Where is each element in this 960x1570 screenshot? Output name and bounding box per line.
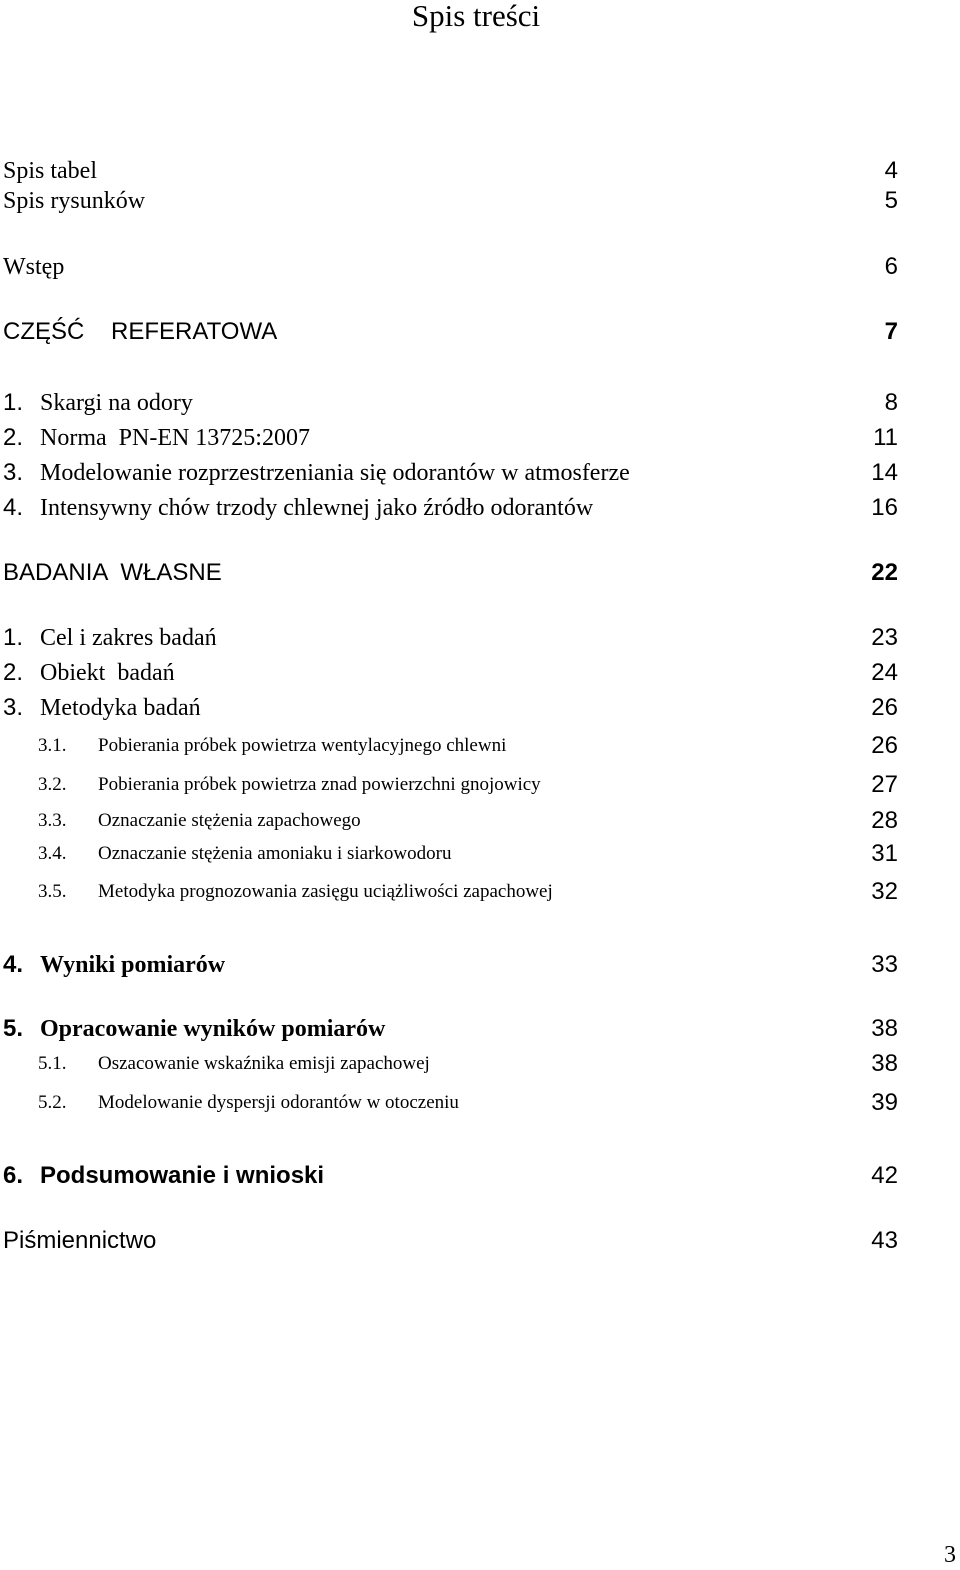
toc-page: 38	[871, 1050, 898, 1077]
toc-subentry[interactable]	[0, 1085, 960, 1121]
toc-label: Obiekt badań	[40, 660, 175, 686]
toc-label: Opracowanie wyników pomiarów	[40, 1016, 386, 1042]
toc-entry-analysis[interactable]	[0, 1011, 960, 1047]
toc-subentry[interactable]	[0, 1046, 960, 1082]
toc-entry-results[interactable]	[0, 947, 960, 983]
toc-number: 4.	[3, 494, 24, 521]
toc-page: 27	[871, 771, 898, 798]
toc-label: CZĘŚĆ REFERATOWA	[3, 318, 278, 345]
toc-label: Spis rysunków	[3, 188, 146, 214]
toc-label: Intensywny chów trzody chlewnej jako źródło odorantów	[40, 495, 594, 521]
toc-part-heading[interactable]	[0, 555, 960, 591]
toc-number: 5.1.	[38, 1053, 67, 1074]
toc-page: 23	[871, 624, 898, 651]
toc-page: 8	[884, 389, 898, 416]
toc-page: 26	[871, 732, 898, 759]
toc-label: Metodyka prognozowania zasięgu uciążliwości zapachowej	[98, 881, 553, 902]
toc-page: 32	[871, 878, 898, 905]
toc-entry[interactable]	[0, 420, 960, 456]
toc-label: Podsumowanie i wnioski	[40, 1162, 325, 1189]
toc-number: 6.	[3, 1162, 24, 1189]
toc-entry[interactable]	[0, 620, 960, 656]
toc-label: Oszacowanie wskaźnika emisji zapachowej	[98, 1053, 430, 1074]
toc-number: 3.3.	[38, 810, 67, 831]
toc-label: Modelowanie rozprzestrzeniania się odorantów w atmosferze	[40, 460, 630, 486]
toc-number: 4.	[3, 951, 24, 978]
toc-label: Spis tabel	[3, 158, 97, 184]
toc-entry[interactable]	[0, 455, 960, 491]
toc-page: 16	[871, 494, 898, 521]
toc-page: 5	[884, 187, 898, 214]
toc-entry-intro[interactable]	[0, 249, 960, 285]
toc-page: 26	[871, 694, 898, 721]
toc-label: Wstęp	[3, 254, 65, 280]
page-title: Spis treści	[411, 0, 541, 33]
toc-entry[interactable]	[0, 655, 960, 691]
toc-page: 4	[884, 157, 898, 184]
toc-number: 2.	[3, 659, 24, 686]
toc-entry[interactable]	[0, 385, 960, 421]
toc-page: 33	[871, 951, 898, 978]
toc-entry[interactable]	[0, 490, 960, 526]
toc-number: 3.	[3, 694, 24, 721]
toc-subentry[interactable]	[0, 836, 960, 872]
toc-entry-bibliography[interactable]	[0, 1223, 960, 1259]
toc-number: 3.4.	[38, 843, 67, 864]
toc-number: 3.1.	[38, 735, 67, 756]
toc-subentry[interactable]	[0, 728, 960, 764]
toc-label: Oznaczanie stężenia amoniaku i siarkowodoru	[98, 843, 452, 864]
toc-page: 28	[871, 807, 898, 834]
toc-page: 14	[871, 459, 898, 486]
toc-label: Pobierania próbek powietrza wentylacyjnego chlewni	[98, 735, 507, 756]
toc-label: Oznaczanie stężenia zapachowego	[98, 810, 361, 831]
toc-number: 3.	[3, 459, 24, 486]
toc-subentry[interactable]	[0, 803, 960, 839]
toc-number: 2.	[3, 424, 24, 451]
toc-label: BADANIA WŁASNE	[3, 559, 222, 586]
toc-number: 3.5.	[38, 881, 67, 902]
toc-page: 39	[871, 1089, 898, 1116]
toc-label: Skargi na odory	[40, 390, 193, 416]
toc-label: Piśmiennictwo	[3, 1227, 157, 1254]
toc-page: 7	[884, 318, 898, 345]
toc-subentry[interactable]	[0, 767, 960, 803]
toc-label: Metodyka badań	[40, 695, 201, 721]
toc-page: 43	[871, 1227, 898, 1254]
toc-page: 38	[871, 1015, 898, 1042]
toc-number: 1.	[3, 624, 24, 651]
toc-page: 6	[884, 253, 898, 280]
toc-label: Pobierania próbek powietrza znad powierzchni gnojowicy	[98, 774, 541, 795]
toc-page: 42	[871, 1162, 898, 1189]
toc-number: 5.2.	[38, 1092, 67, 1113]
toc-subentry[interactable]	[0, 874, 960, 910]
toc-number: 3.2.	[38, 774, 67, 795]
toc-page: 22	[871, 559, 898, 586]
toc-part-heading[interactable]	[0, 314, 960, 350]
page-number: 3	[944, 1542, 956, 1568]
toc-label: Norma PN-EN 13725:2007	[40, 425, 310, 451]
toc-entry-summary[interactable]	[0, 1158, 960, 1194]
toc-label: Wyniki pomiarów	[40, 952, 226, 978]
toc-entry-figures[interactable]	[0, 183, 960, 219]
toc-entry[interactable]	[0, 690, 960, 726]
toc-number: 1.	[3, 389, 24, 416]
toc-page: 31	[871, 840, 898, 867]
toc-number: 5.	[3, 1015, 24, 1042]
toc-page: 11	[873, 424, 898, 451]
toc-label: Modelowanie dyspersji odorantów w otoczeniu	[98, 1092, 459, 1113]
toc-label: Cel i zakres badań	[40, 625, 217, 651]
toc-page: 24	[871, 659, 898, 686]
